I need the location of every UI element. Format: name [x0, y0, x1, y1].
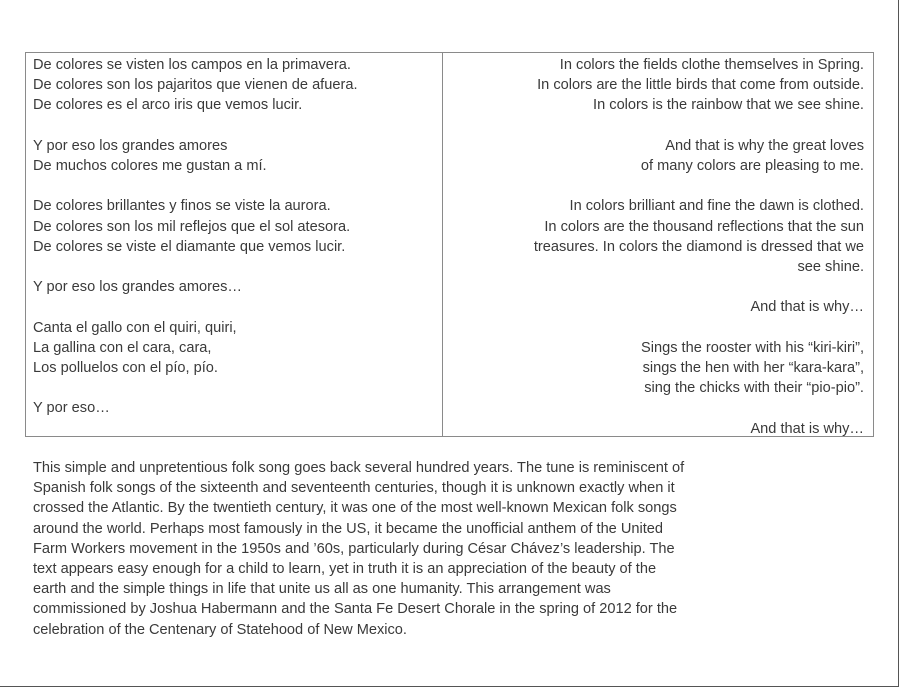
english-lyric-line: treasures. In colors the diamond is dressed that we	[533, 238, 864, 255]
english-stanza	[449, 419, 864, 439]
english-stanza	[449, 136, 864, 176]
spanish-lyric-line: Los polluelos con el pío, pío.	[33, 359, 218, 376]
description-line: Spanish folk songs of the sixteenth and seventeenth centuries, though it is unknown exactly when it	[33, 480, 675, 497]
spanish-stanza	[33, 277, 433, 297]
english-lyric-line: And that is why…	[750, 420, 864, 437]
spanish-stanza	[33, 55, 433, 116]
english-stanza	[449, 55, 864, 116]
spanish-lyric-line: De colores se viste el diamante que vemos lucir.	[33, 238, 346, 255]
description-line: This simple and unpretentious folk song goes back several hundred years. The tune is reminiscent of	[33, 460, 685, 476]
spanish-stanza	[33, 398, 433, 418]
spanish-lyric-line: De colores brillantes y finos se viste la aurora.	[33, 198, 331, 215]
description-line: Farm Workers movement in the 1950s and ’60s, particularly during César Chávez’s leadership. The	[33, 540, 675, 557]
description-line: earth and the simple things in life that unite us all as one humanity. This arrangement was	[33, 581, 611, 598]
description-line: crossed the Atlantic. By the twentieth century, it was one of the most well-known Mexican folk songs	[33, 500, 677, 517]
spanish-lyric-line: De colores son los pajaritos que vienen de afuera.	[33, 77, 358, 94]
spanish-lyrics-column	[33, 55, 433, 439]
spanish-lyric-line: De colores son los mil reflejos que el sol atesora.	[33, 218, 351, 235]
spanish-stanza	[33, 196, 433, 257]
spanish-lyric-line: La gallina con el cara, cara,	[33, 339, 212, 356]
english-lyric-line: sing the chicks with their “pio-pio”.	[644, 380, 864, 397]
description-line: around the world. Perhaps most famously in the US, it became the unofficial anthem of the United	[33, 520, 664, 537]
description-line: celebration of the Centenary of Statehood of New Mexico.	[33, 621, 407, 638]
english-lyric-line: In colors is the rainbow that we see shine.	[593, 97, 864, 114]
song-description	[33, 458, 833, 640]
english-lyric-line: And that is why…	[750, 299, 864, 316]
spanish-lyric-line: Y por eso los grandes amores	[33, 137, 228, 154]
spanish-stanza	[33, 318, 433, 379]
english-stanza	[449, 196, 864, 277]
english-lyric-line: see shine.	[797, 259, 864, 275]
english-lyric-line: In colors the fields clothe themselves in Spring.	[559, 57, 864, 73]
spanish-lyric-line: De colores se visten los campos en la primavera.	[33, 57, 351, 73]
english-lyric-line: Sings the rooster with his “kiri-kiri”,	[640, 339, 864, 356]
english-stanza	[449, 338, 864, 399]
column-divider	[442, 52, 443, 437]
english-lyric-line: And that is why the great loves	[665, 137, 864, 154]
spanish-stanza	[33, 136, 433, 176]
english-lyric-line: In colors are the little birds that come from outside.	[537, 77, 864, 94]
spanish-lyric-line: De colores es el arco iris que vemos lucir.	[33, 97, 303, 114]
english-stanza	[449, 297, 864, 317]
spanish-lyric-line: Canta el gallo con el quiri, quiri,	[33, 319, 237, 336]
spanish-lyric-line: Y por eso los grandes amores…	[33, 279, 243, 296]
english-lyric-line: sings the hen with her “kara-kara”,	[642, 359, 864, 376]
spanish-lyric-line: Y por eso…	[33, 400, 110, 417]
english-lyric-line: of many colors are pleasing to me.	[640, 158, 864, 174]
english-translation-column	[449, 55, 864, 459]
description-line: commissioned by Joshua Habermann and the Santa Fe Desert Chorale in the spring of 2012 for the	[33, 601, 678, 618]
description-line: text appears easy enough for a child to learn, yet in truth it is an appreciation of the beauty of the	[33, 561, 657, 578]
english-lyric-line: In colors are the thousand reflections that the sun	[544, 218, 864, 235]
spanish-lyric-line: De muchos colores me gustan a mí.	[33, 158, 267, 174]
english-lyric-line: In colors brilliant and fine the dawn is clothed.	[569, 198, 864, 215]
